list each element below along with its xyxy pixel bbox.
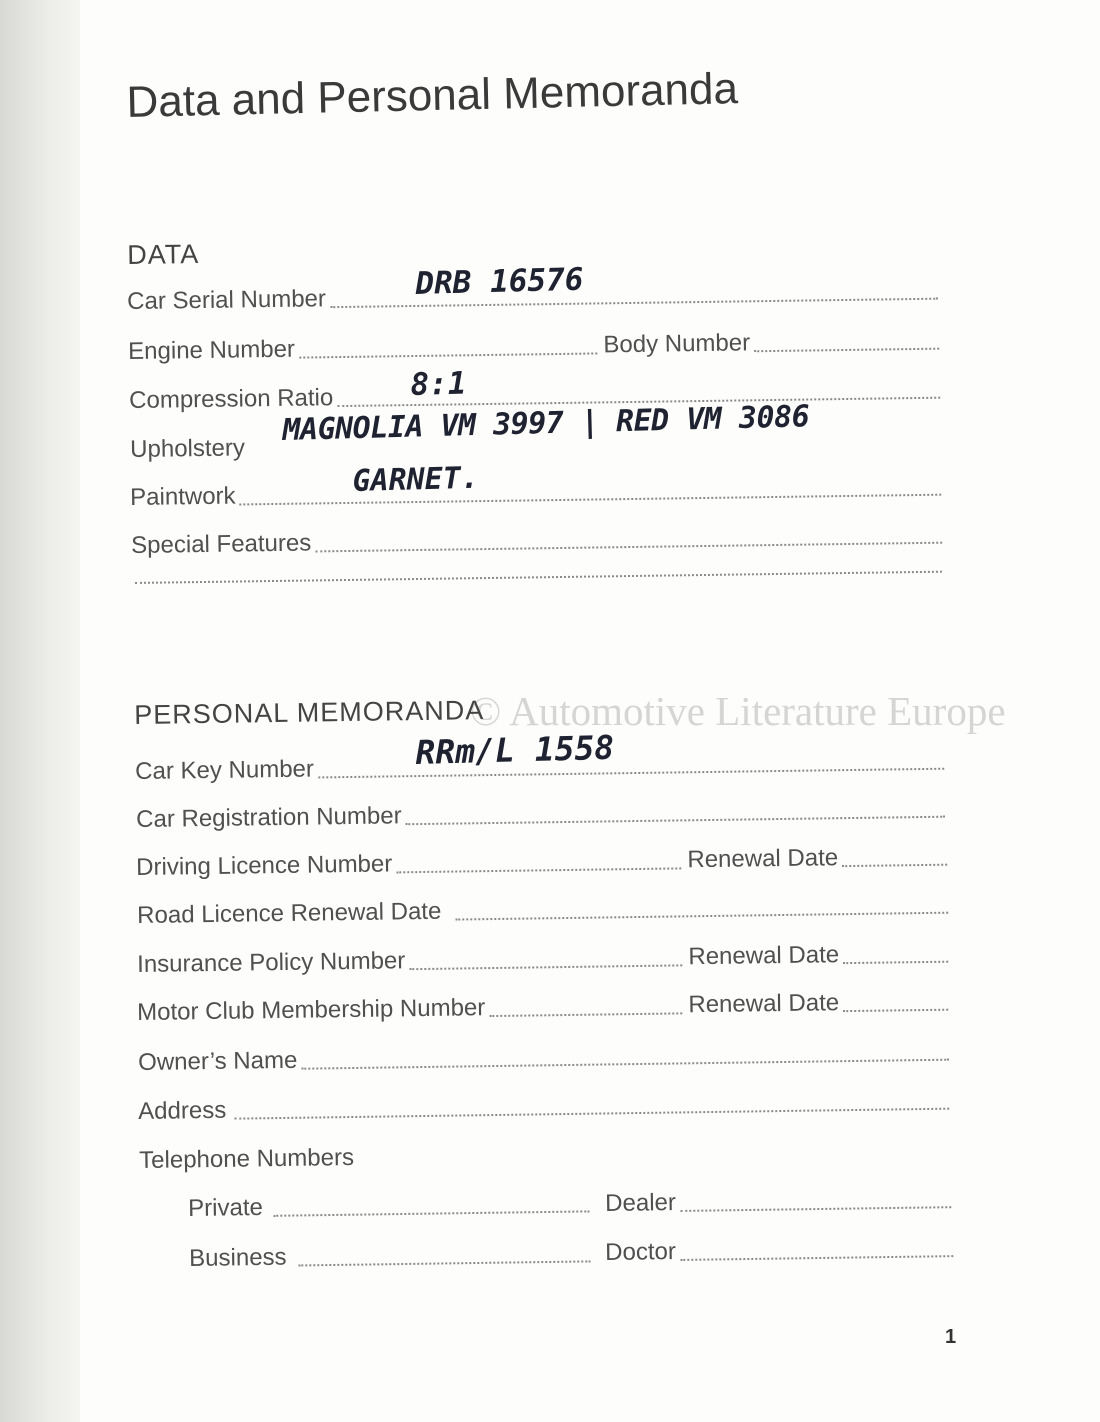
dotted-line xyxy=(680,1206,951,1212)
renewal-date-label: Renewal Date xyxy=(688,941,840,971)
dotted-line xyxy=(273,1210,589,1216)
doctor-phone-label: Doctor xyxy=(605,1238,677,1266)
dotted-line xyxy=(409,964,682,970)
compression-ratio-value: 8:1 xyxy=(410,365,467,403)
private-phone-label: Private xyxy=(188,1193,264,1222)
road-licence-renewal-date-label: Road Licence Renewal Date xyxy=(137,897,442,929)
car-key-number-label: Car Key Number xyxy=(135,755,315,785)
dotted-line xyxy=(455,912,948,921)
address-label: Address xyxy=(138,1096,227,1125)
dealer-phone-field[interactable] xyxy=(605,1185,955,1218)
dotted-line xyxy=(396,867,681,873)
car-registration-number-label: Car Registration Number xyxy=(136,802,402,833)
page-edge-shadow xyxy=(0,0,80,1422)
dotted-line xyxy=(489,1012,682,1017)
watermark: © Automotive Literature Europe xyxy=(470,688,1006,734)
compression-ratio-label: Compression Ratio xyxy=(129,384,334,414)
dotted-line xyxy=(299,1260,591,1266)
telephone-numbers-heading xyxy=(139,1141,539,1175)
dotted-line xyxy=(680,1255,953,1261)
private-phone-field[interactable] xyxy=(188,1189,593,1223)
upholstery-value: MAGNOLIA VM 3997 | RED VM 3086 xyxy=(282,399,810,448)
business-phone-field[interactable] xyxy=(189,1239,594,1273)
dotted-line xyxy=(842,864,947,867)
car-key-number-value: RRm/L 1558 xyxy=(415,727,615,772)
personal-memoranda-heading: PERSONAL MEMORANDA xyxy=(134,695,485,730)
paintwork-value: GARNET. xyxy=(352,460,480,499)
dotted-line xyxy=(754,348,939,353)
dotted-line xyxy=(406,816,946,826)
page-number: 1 xyxy=(945,1326,957,1348)
driving-licence-number-label: Driving Licence Number xyxy=(136,850,393,881)
doctor-phone-field[interactable] xyxy=(605,1234,957,1267)
data-section-heading: DATA xyxy=(127,238,200,270)
car-serial-number-value: DRB 16576 xyxy=(415,261,584,302)
dotted-line xyxy=(843,1009,948,1012)
car-serial-number-label: Car Serial Number xyxy=(127,285,327,315)
telephone-numbers-label: Telephone Numbers xyxy=(139,1144,355,1174)
engine-number-label: Engine Number xyxy=(128,335,296,365)
motor-club-membership-number-label: Motor Club Membership Number xyxy=(137,994,486,1026)
body-number-label: Body Number xyxy=(603,329,751,359)
renewal-date-label: Renewal Date xyxy=(687,844,839,874)
insurance-policy-number-label: Insurance Policy Number xyxy=(137,947,406,978)
special-features-label: Special Features xyxy=(131,529,312,559)
paintwork-label: Paintwork xyxy=(130,482,236,511)
dotted-line xyxy=(843,961,948,964)
upholstery-label: Upholstery xyxy=(130,434,246,463)
renewal-date-label: Renewal Date xyxy=(688,989,840,1019)
owners-name-label: Owner’s Name xyxy=(138,1046,298,1076)
business-phone-label: Business xyxy=(189,1243,287,1272)
dotted-line xyxy=(299,352,597,358)
page-title: Data and Personal Memoranda xyxy=(126,64,739,127)
dealer-phone-label: Dealer xyxy=(605,1189,677,1217)
